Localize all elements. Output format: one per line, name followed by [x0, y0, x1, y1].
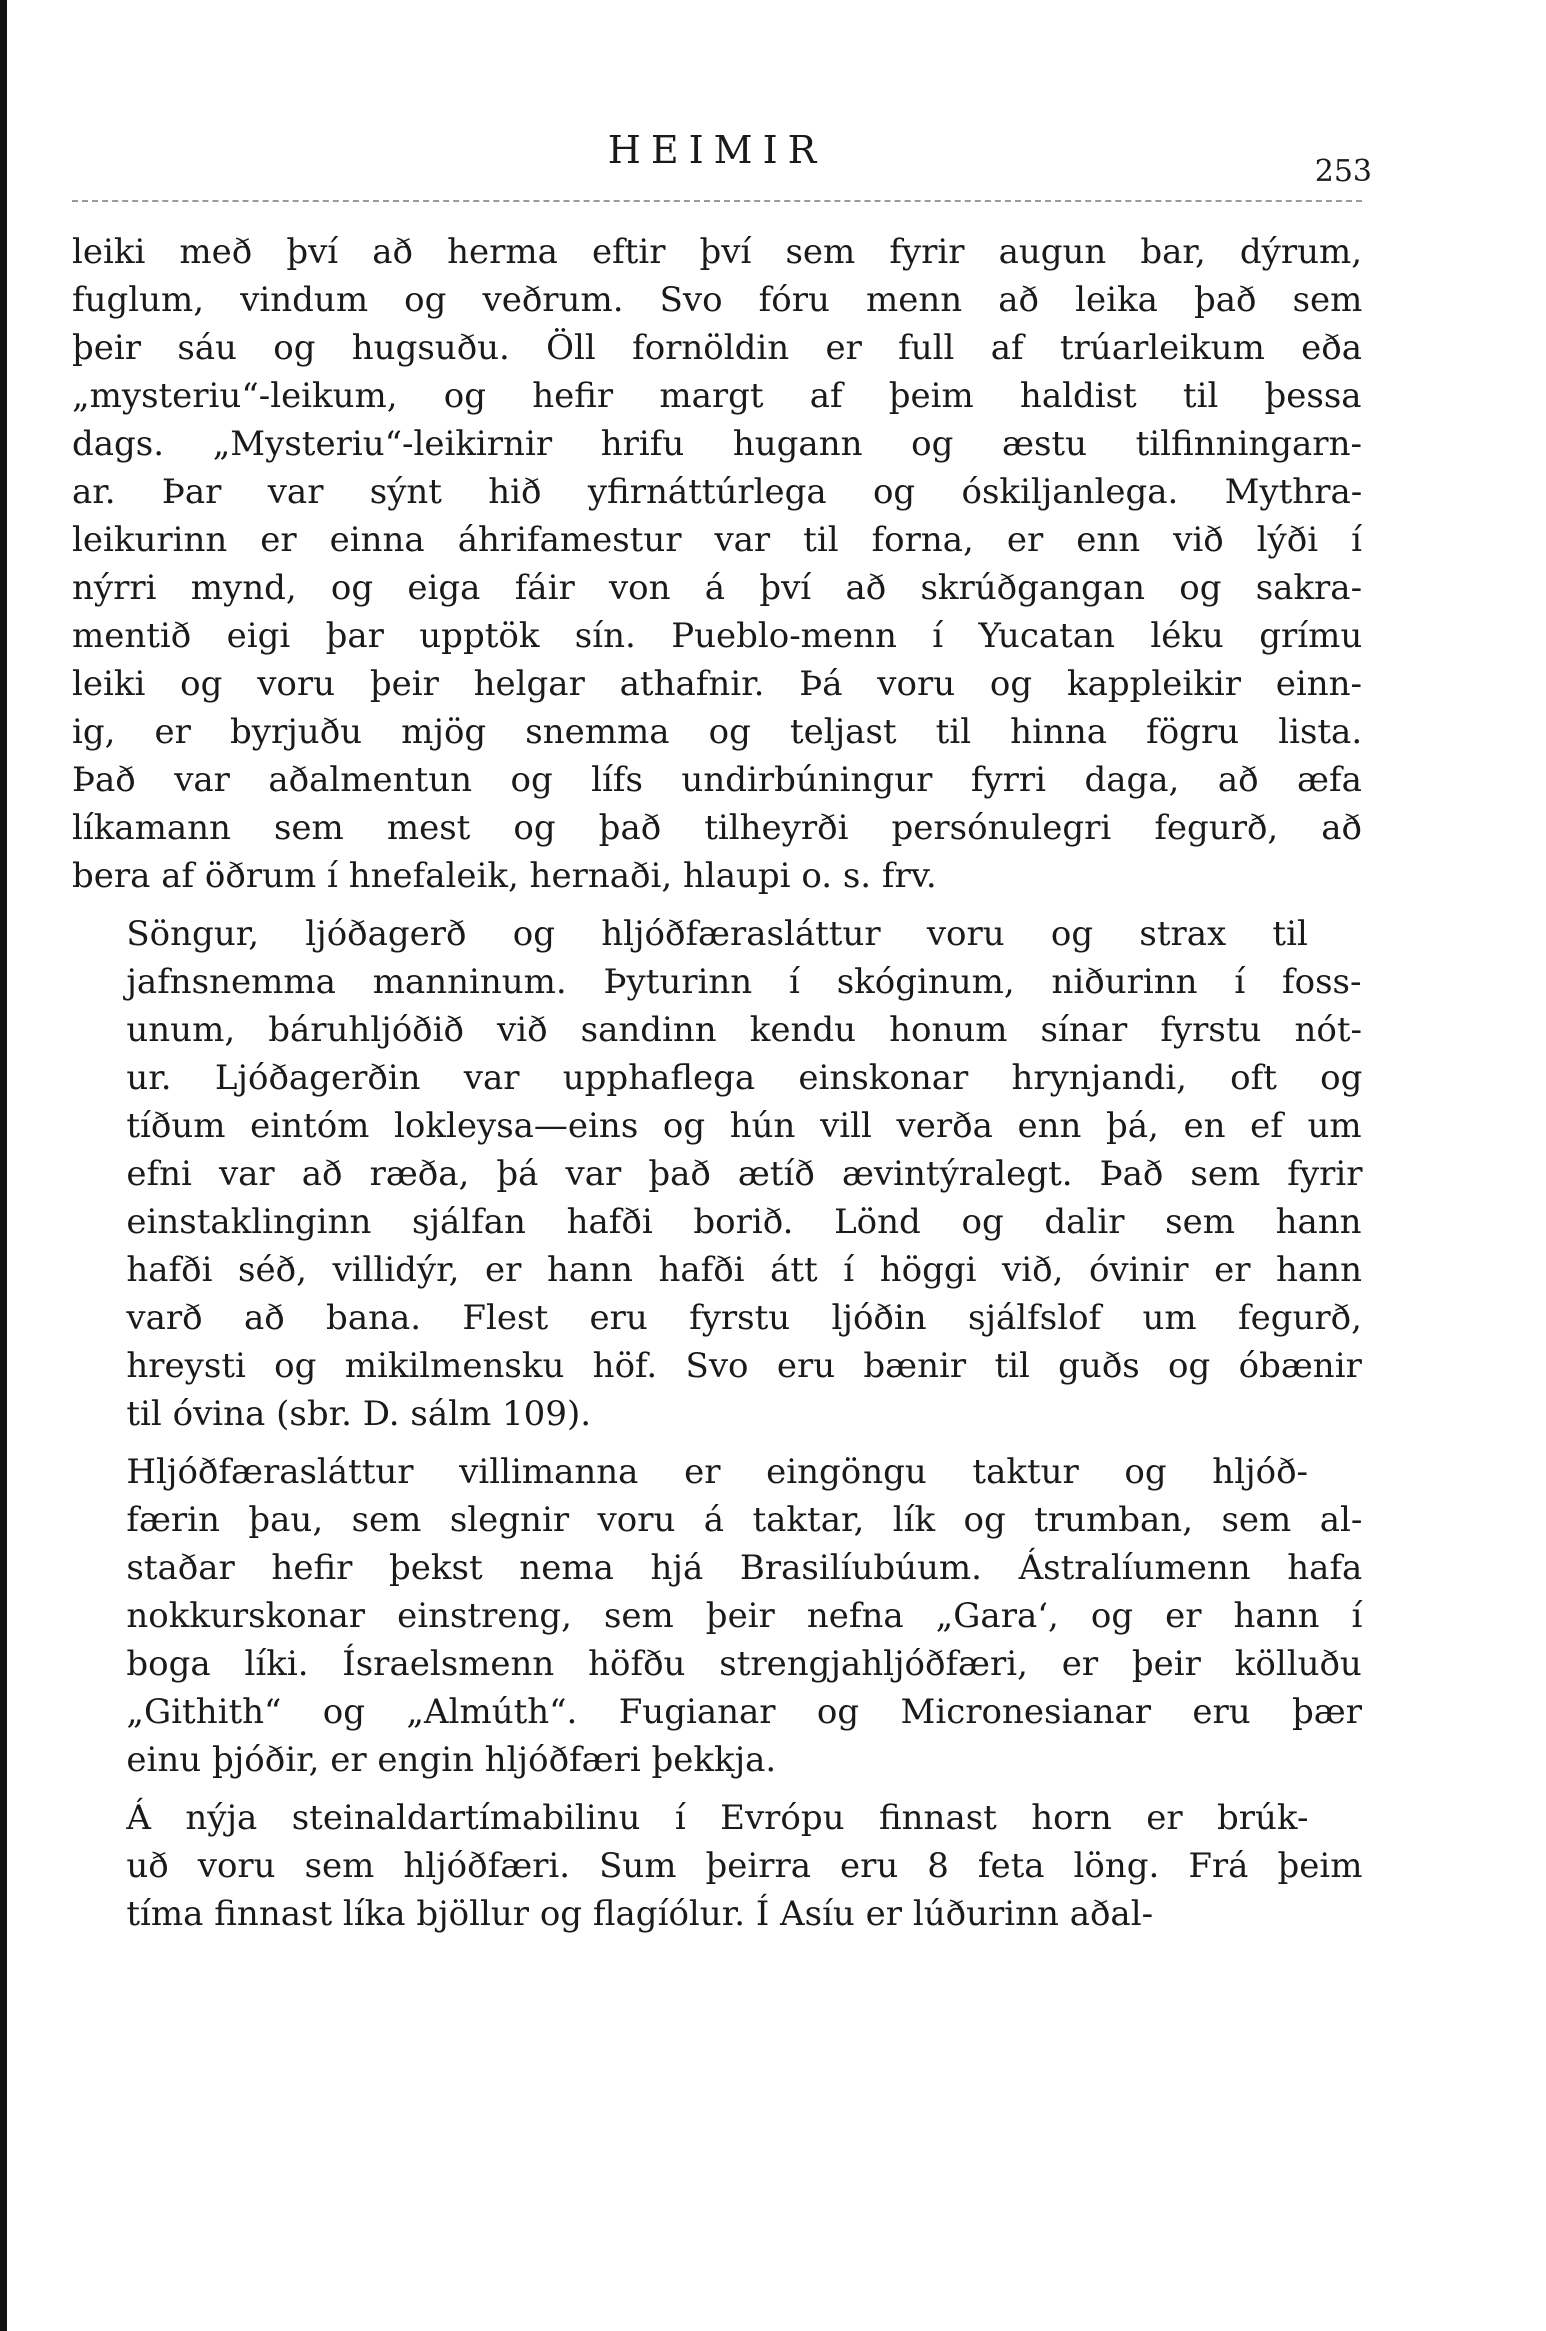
text-line: einu þjóðir, er engin hljóðfæri þekkja.	[126, 1740, 777, 1780]
text-line: tíðum eintóm lokleysa—eins og hún vill verða enn þá, en ef um	[126, 1106, 1362, 1146]
text-line: uð voru sem hljóðfæri. Sum þeirra eru 8 feta löng. Frá þeim	[126, 1846, 1363, 1886]
text-line: hreysti og mikilmensku höf. Svo eru bænir til guðs og óbænir	[126, 1346, 1362, 1386]
text-line: jafnsnemma manninum. Þyturinn í skóginum, niðurinn í foss-	[126, 962, 1362, 1002]
text-line: varð að bana. Flest eru fyrstu ljóðin sjálfslof um fegurð,	[126, 1298, 1362, 1338]
book-page	[72, 120, 1372, 1948]
text-line: „Githith“ og „Almúth“. Fugianar og Micronesianar eru þær	[126, 1692, 1363, 1732]
text-line: ur. Ljóðagerðin var upphaflega einskonar hrynjandi, oft og	[126, 1058, 1363, 1098]
text-line: efni var að ræða, þá var það ætíð ævintýralegt. Það sem fyrir	[126, 1154, 1363, 1194]
text-line: tíma finnast líka bjöllur og flagíólur. Í Asíu er lúðurinn aðal-	[126, 1894, 1154, 1934]
text-line: hafði séð, villidýr, er hann hafði átt í höggi við, óvinir er hann	[126, 1250, 1362, 1290]
text-line: Söngur, ljóðagerð og hljóðfærasláttur voru og strax til	[126, 914, 1308, 954]
text-line: Á nýja steinaldartímabilinu í Evrópu finnast horn er brúk-	[126, 1798, 1309, 1838]
text-line: nýrri mynd, og eiga fáir von á því að skrúðgangan og sakra-	[72, 568, 1363, 608]
text-line: staðar hefir þekst nema hjá Brasilíubúum. Ástralíumenn hafa	[126, 1548, 1363, 1588]
text-line: dags. „Mysteriu“-leikirnir hrifu hugann og æstu tilfinningarn-	[72, 424, 1362, 464]
paragraph	[72, 910, 1362, 1438]
paragraph	[72, 1448, 1362, 1784]
text-line: leiki og voru þeir helgar athafnir. Þá voru og kappleikir einn-	[72, 664, 1363, 704]
text-line: unum, báruhljóðið við sandinn kendu honum sínar fyrstu nót-	[126, 1010, 1362, 1050]
running-title: HEIMIR	[607, 128, 827, 172]
text-line: leiki með því að herma eftir því sem fyrir augun bar, dýrum,	[72, 232, 1363, 272]
text-line: ar. Þar var sýnt hið yfirnáttúrlega og óskiljanlega. Mythra-	[72, 472, 1363, 512]
text-line: ig, er byrjuðu mjög snemma og teljast til hinna fögru lista.	[72, 712, 1363, 752]
text-line: nokkurskonar einstreng, sem þeir nefna „Gara‘, og er hann í	[126, 1596, 1363, 1636]
text-line: bera af öðrum í hnefaleik, hernaði, hlaupi o. s. frv.	[72, 856, 937, 896]
text-line: „mysteriu“-leikum, og hefir margt af þeim haldist til þessa	[72, 376, 1362, 416]
text-line: fuglum, vindum og veðrum. Svo fóru menn að leika það sem	[72, 280, 1363, 320]
text-line: einstaklinginn sjálfan hafði borið. Lönd og dalir sem hann	[126, 1202, 1362, 1242]
running-head	[72, 120, 1372, 202]
page-number: 253	[1314, 154, 1372, 189]
paragraph	[72, 1794, 1362, 1938]
text-line: leikurinn er einna áhrifamestur var til forna, er enn við lýði í	[72, 520, 1362, 560]
text-line: líkamann sem mest og það tilheyrði persónulegri fegurð, að	[72, 808, 1363, 848]
text-line: boga líki. Ísraelsmenn höfðu strengjahljóðfæri, er þeir kölluðu	[126, 1644, 1362, 1684]
body-text	[72, 228, 1362, 1938]
text-line: Hljóðfærasláttur villimanna er eingöngu taktur og hljóð-	[126, 1452, 1309, 1492]
text-line: til óvina (sbr. D. sálm 109).	[126, 1394, 592, 1434]
text-line: þeir sáu og hugsuðu. Öll fornöldin er full af trúarleikum eða	[72, 328, 1362, 368]
page-binding-edge	[0, 0, 7, 2331]
paragraph	[72, 228, 1362, 900]
text-line: færin þau, sem slegnir voru á taktar, lík og trumban, sem al-	[126, 1500, 1363, 1540]
text-line: mentið eigi þar upptök sín. Pueblo-menn í Yucatan léku grímu	[72, 616, 1363, 656]
text-line: Það var aðalmentun og lífs undirbúningur fyrri daga, að æfa	[72, 760, 1362, 800]
